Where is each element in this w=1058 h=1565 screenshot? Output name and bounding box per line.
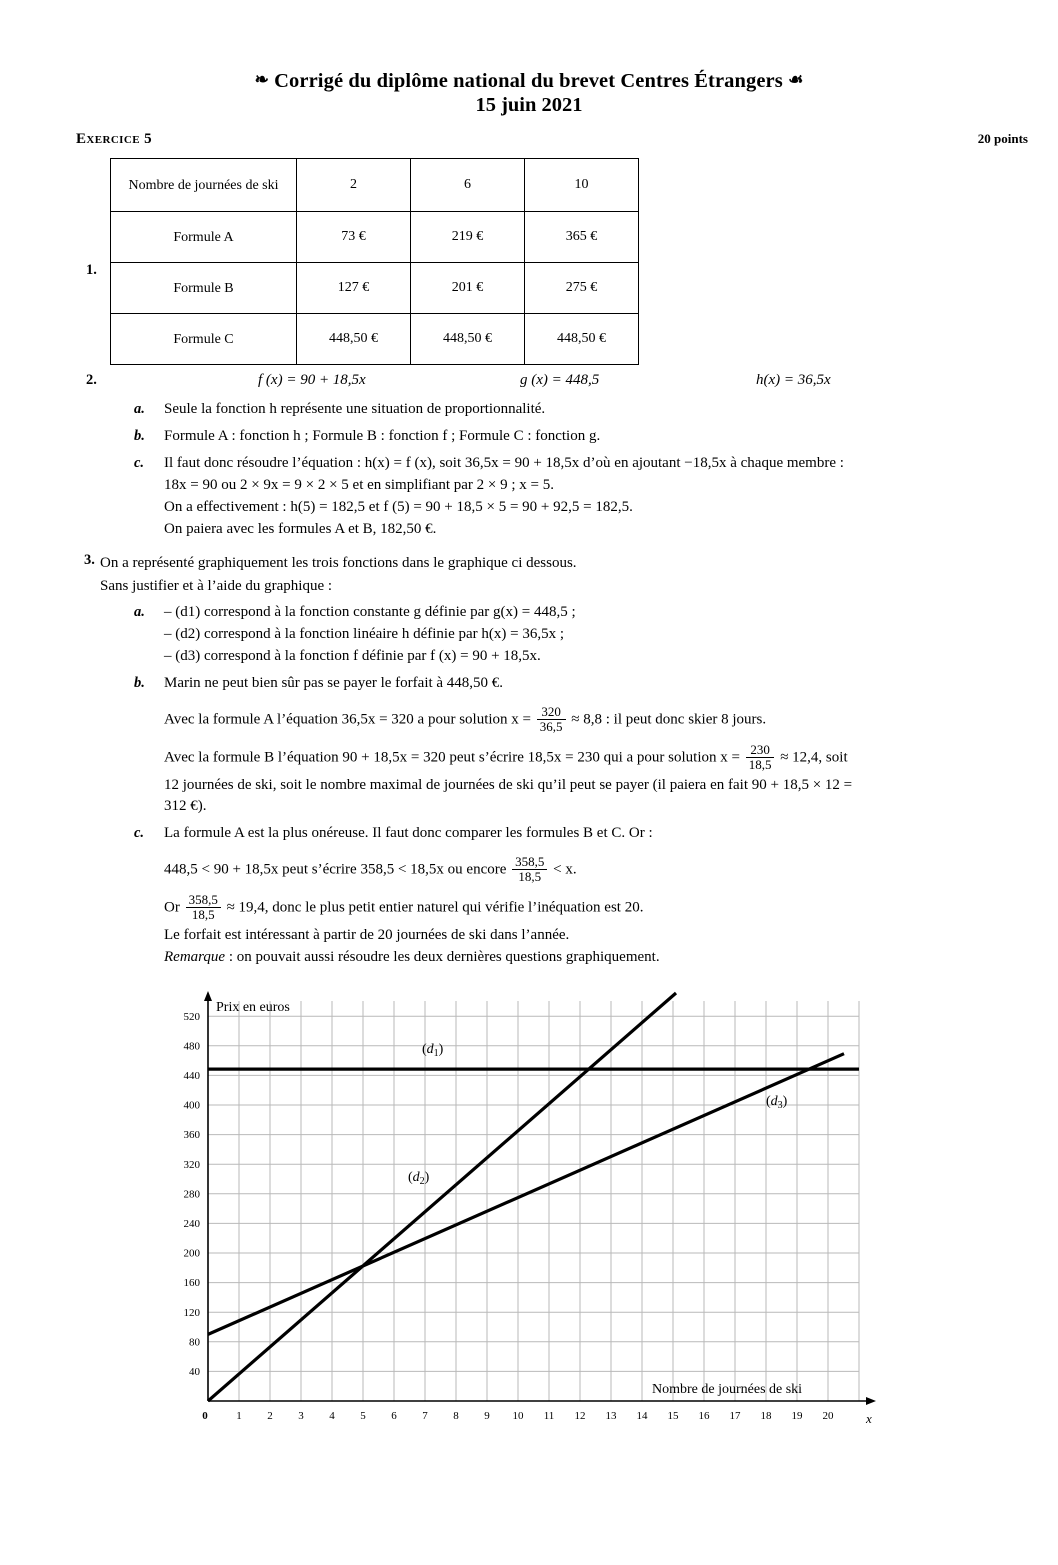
item-2b-text: Formule A : fonction h ; Formule B : fonction f ; Formule C : fonction g. [164,427,601,444]
question-2-items [134,399,998,540]
cell-value: 448,50 € [525,314,639,365]
svg-text:10: 10 [512,1409,524,1422]
svg-text:17: 17 [729,1409,741,1422]
item-3c-line-5 [164,947,998,969]
formula-a-text: Avec la formule A l’équation 36,5x = 320 a pour solution x = [164,711,531,728]
series-labels [408,1042,788,1187]
svg-text:9: 9 [484,1409,490,1422]
svg-text:0: 0 [202,1409,208,1422]
fraction-denominator: 36,5 [537,719,566,734]
svg-text:520: 520 [183,1010,200,1023]
svg-text:16: 16 [698,1409,710,1422]
label-d2: $(d_2)$ [408,1169,430,1187]
fraction-numerator: 230 [750,742,770,758]
svg-text:320: 320 [183,1158,200,1171]
item-3b-line-5: 312 €). [164,798,207,815]
svg-text:240: 240 [183,1217,200,1230]
cell-value: 201 € [411,263,525,314]
or-text: Or [164,899,180,916]
svg-text:40: 40 [189,1365,200,1378]
item-2c-line-1: Il faut donc résoudre l’équation : h(x) = f (x), soit 36,5x = 90 + 18,5x d’où en ajoutant −18,5x à chaque membre : [164,454,844,471]
svg-text:440: 440 [183,1069,200,1082]
svg-text:160: 160 [183,1276,200,1289]
fraction-numerator: 358,5 [188,892,218,908]
item-3a-line-1: – (d1) correspond à la fonction constante g définie par g(x) = 448,5 ; [164,604,576,621]
svg-text:5: 5 [360,1409,366,1422]
item-2c-line-4: On paiera avec les formules A et B, 182,50 €. [164,520,437,537]
svg-text:400: 400 [183,1099,200,1112]
page-title [0,68,1058,95]
x-tick-labels [202,1410,834,1422]
cell-value: 448,50 € [297,314,411,365]
svg-text:13: 13 [605,1409,617,1422]
question-3-intro-2: Sans justifier et à l’aide du graphique : [100,577,333,594]
formula-b-result: ≈ 12,4, soit [780,749,848,766]
svg-text:4: 4 [329,1409,335,1422]
x-axis-title: Nombre de journées de ski [652,1381,803,1397]
page-subtitle: 15 juin 2021 [475,94,583,117]
item-3b-line-4: 12 journées de ski, soit le nombre maximal de journées de ski qu’il peut se payer (il paiera en fait 90 + 18,5 × 12 = [164,776,853,793]
fraction-denominator: 18,5 [512,869,547,884]
graph-axes [208,997,870,1401]
item-3a-mark: a. [134,604,145,621]
fraction-358-5-18-5 [512,855,547,883]
item-3c-line-1: La formule A est la plus onéreuse. Il faut donc comparer les formules B et C. Or : [164,825,653,842]
inequation-text: 448,5 < 90 + 18,5x peut s’écrire 358,5 < 18,5x ou encore [164,861,507,878]
svg-text:280: 280 [183,1187,200,1200]
item-3c-line-3 [164,893,998,921]
svg-text:1: 1 [236,1409,242,1422]
question-3-block [84,552,998,968]
svg-text:19: 19 [791,1409,803,1422]
fraction-numerator: 358,5 [515,854,545,870]
svg-text:18: 18 [760,1409,772,1422]
table-row [111,212,639,263]
cell-value: 275 € [525,263,639,314]
item-3b-line-2 [164,705,998,733]
cell-value: 365 € [525,212,639,263]
svg-text:11: 11 [543,1409,555,1422]
svg-text:14: 14 [636,1409,648,1422]
x-axis-arrow-icon [866,1397,876,1405]
table-header-row [111,159,639,212]
svg-text:8: 8 [453,1409,459,1422]
item-3c-mark: c. [134,825,145,842]
item-3a [134,602,998,668]
item-2c-line-2: 18x = 90 ou 2 × 9x = 9 × 2 × 5 et en simplifiant par 2 × 9 ; x = 5. [164,476,555,493]
item-2a-mark: a. [134,401,145,418]
item-3a-line-2: – (d2) correspond à la fonction linéaire h définie par h(x) = 36,5x ; [164,626,564,643]
graph-area [0,983,1058,1463]
cell-value: 448,50 € [411,314,525,365]
remark-text: : on pouvait aussi résoudre les deux dernières questions graphiquement. [225,948,660,965]
cell-value: 73 € [297,212,411,263]
label-d3: $(d_3)$ [766,1093,788,1111]
fraction-denominator: 18,5 [746,757,775,772]
exercise-points: 20 points [977,131,1028,147]
function-h: h(x) = 36,5x [756,372,831,389]
table-header-col-3: 10 [525,159,639,212]
x-axis-symbol: x [866,1410,872,1426]
fraction-358-5-18-5-second [186,893,221,921]
exercise-header [0,131,1058,148]
svg-text:80: 80 [189,1335,200,1348]
question-1-number: 1. [86,262,97,279]
svg-text:20: 20 [822,1409,834,1422]
y-tick-labels [184,1010,201,1377]
question-2-number: 2. [86,372,97,389]
inequation-result: < x. [553,861,577,878]
item-2b-mark: b. [134,427,145,444]
cell-value: 219 € [411,212,525,263]
svg-text:12: 12 [574,1409,586,1422]
document-page [0,68,1058,1565]
row-label: Formule A [111,212,297,263]
cell-value: 127 € [297,263,411,314]
conclusion-text: ≈ 19,4, donc le plus petit entier naturel qui vérifie l’inéquation est 20. [226,899,644,916]
table-row [111,314,639,365]
y-axis-title: Prix en euros [216,999,290,1015]
item-2c [134,453,998,541]
question-1-block [0,158,1058,365]
item-2c-mark: c. [134,454,145,471]
svg-text:15: 15 [667,1409,679,1422]
svg-text:360: 360 [183,1128,200,1141]
svg-text:480: 480 [183,1039,200,1052]
svg-text:120: 120 [183,1306,200,1319]
remark-label: Remarque [164,948,226,965]
svg-text:2: 2 [267,1409,273,1422]
table-header-col-2: 6 [411,159,525,212]
svg-text:3: 3 [298,1409,304,1422]
row-label: Formule C [111,314,297,365]
ornament-right-icon: ☙ [788,70,804,89]
item-2b [134,426,998,448]
question-3-intro-1: On a représenté graphiquement les trois fonctions dans le graphique ci dessous. [100,555,577,572]
item-2a-text: Seule la fonction h représente une situation de proportionnalité. [164,401,546,418]
item-3b [134,673,998,818]
item-3b-line-3 [164,743,998,771]
svg-text:6: 6 [391,1409,397,1422]
svg-text:200: 200 [183,1247,200,1260]
title-text: Corrigé du diplôme national du brevet Centres Étrangers [274,70,783,92]
fraction-denominator: 18,5 [186,907,221,922]
fraction-numerator: 320 [541,703,561,719]
item-3c-line-2 [164,855,998,883]
function-g: g (x) = 448,5 [520,372,600,389]
y-axis-arrow-icon [204,991,212,1001]
question-2-functions [0,372,1058,394]
label-d1: $(d_1)$ [422,1041,444,1059]
function-graph [0,983,1058,1463]
fraction-320-36-5 [537,705,566,733]
exercise-label: Exercice 5 [76,131,152,148]
item-3b-line-1: Marin ne peut bien sûr pas se payer le forfait à 448,50 €. [164,675,504,692]
formula-a-result: ≈ 8,8 : il peut donc skier 8 jours. [571,711,767,728]
table-row [111,263,639,314]
item-2a [134,399,998,421]
item-3a-line-3: – (d3) correspond à la fonction f définie par f (x) = 90 + 18,5x. [164,648,541,665]
svg-text:7: 7 [422,1409,428,1422]
question-3-number: 3. [84,552,95,569]
table-header-label: Nombre de journées de ski [111,159,297,212]
graph-grid [208,1001,859,1401]
item-2c-line-3: On a effectivement : h(5) = 182,5 et f (5) = 90 + 18,5 × 5 = 90 + 92,5 = 182,5. [164,498,633,515]
item-3c [134,823,998,968]
ornament-left-icon: ❧ [254,70,269,89]
fraction-230-18-5 [746,743,775,771]
function-f: f (x) = 90 + 18,5x [258,372,366,389]
formula-b-text: Avec la formule B l’équation 90 + 18,5x = 320 peut s’écrire 18,5x = 230 qui a pour solution x = [164,749,740,766]
pricing-table [110,158,639,365]
row-label: Formule B [111,263,297,314]
item-3b-mark: b. [134,675,145,692]
item-3c-line-4: Le forfait est intéressant à partir de 20 journées de ski dans l’année. [164,926,570,943]
table-header-col-1: 2 [297,159,411,212]
